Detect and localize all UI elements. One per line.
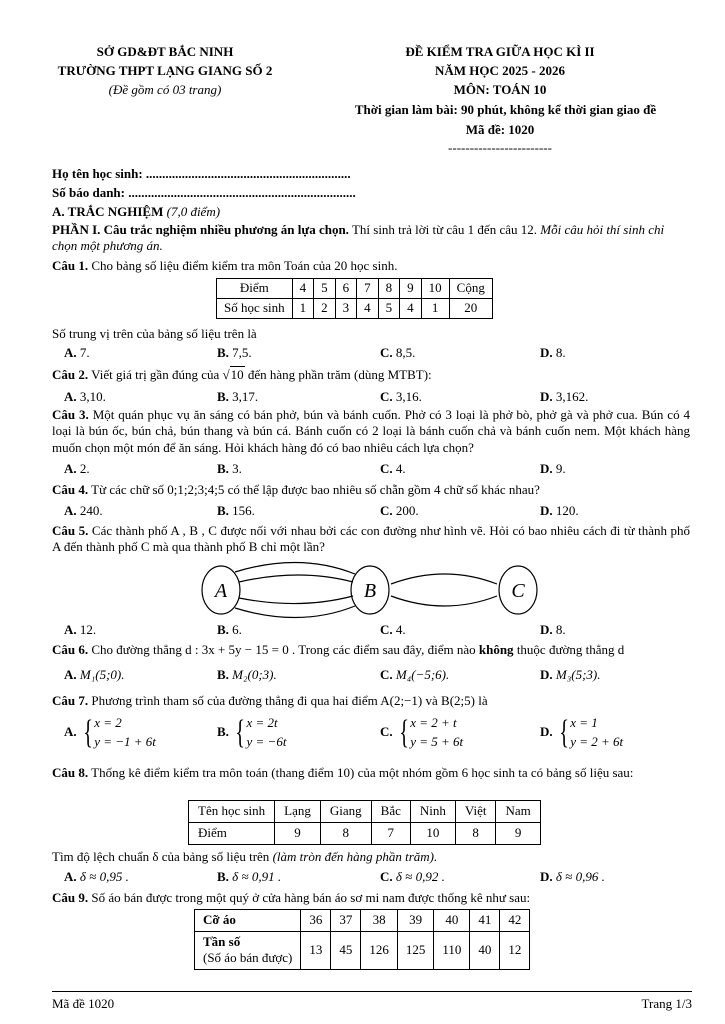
q9r1-cell: Cỡ áo bbox=[195, 910, 301, 932]
subject: MÔN: TOÁN 10 bbox=[453, 82, 547, 97]
q8r2-cell: 10 bbox=[410, 823, 455, 845]
q9r2-cell: 13 bbox=[301, 932, 331, 970]
q8r1-cell: Bắc bbox=[371, 801, 410, 823]
q7-option-a[interactable]: A. {x = 2 y = −1 + 6t bbox=[64, 713, 156, 751]
q8r2-cell: 9 bbox=[496, 823, 540, 845]
q5-option-a[interactable]: A. 12. bbox=[64, 622, 97, 637]
question-5: Câu 5. Các thành phố A , B , C được nối với nhau bởi các con đường như hình vẽ. Hỏi có bao nhiêu cách đi từ thành phố A đến thành phố C mà qua thành phố B chỉ một lần? bbox=[52, 523, 690, 555]
q8r1-cell: Lạng bbox=[275, 801, 321, 823]
q8-option-a[interactable]: A. δ ≈ 0,95 . bbox=[64, 869, 129, 884]
q1-option-a[interactable]: A. 7. bbox=[64, 345, 90, 360]
exam-title: ĐỀ KIỂM TRA GIỮA HỌC KÌ II bbox=[405, 44, 595, 59]
q8r1-cell: Tên học sinh bbox=[189, 801, 275, 823]
q5-option-d[interactable]: D. 8. bbox=[540, 622, 566, 637]
q8-option-b[interactable]: B. δ ≈ 0,91 . bbox=[217, 869, 282, 884]
school-name: TRƯỜNG THPT LẠNG GIANG SỐ 2 bbox=[57, 63, 273, 78]
city-road-diagram bbox=[195, 560, 555, 620]
q1r2-cell: 1 bbox=[292, 299, 314, 319]
header-divider: ------------------------ bbox=[448, 140, 552, 155]
q9r2-cell: 12 bbox=[500, 932, 530, 970]
q1r1-cell: 4 bbox=[292, 279, 314, 299]
q9r2-cell: 125 bbox=[397, 932, 434, 970]
q8-ask: Tìm độ lệch chuẩn δ của bảng số liệu trên (làm tròn đến hàng phần trăm). bbox=[52, 849, 438, 864]
q8r2-cell: 9 bbox=[275, 823, 321, 845]
city-b-label: B bbox=[363, 580, 377, 602]
q1r2-cell: 20 bbox=[449, 299, 492, 319]
q4-option-b[interactable]: B. 156. bbox=[217, 503, 255, 518]
q1r1-cell: Cộng bbox=[449, 279, 492, 299]
question-7: Câu 7. Phương trình tham số của đường thẳng đi qua hai điểm A(2;−1) và B(2;5) là bbox=[52, 693, 488, 708]
question-9: Câu 9. Số áo bán được trong một quý ở cửa hàng bán áo sơ mi nam được thống kê như sau: bbox=[52, 890, 531, 905]
q1-ask: Số trung vị trên của bảng số liệu trên là bbox=[52, 326, 257, 341]
city-c-label: C bbox=[511, 580, 525, 602]
q9r2-cell: 45 bbox=[331, 932, 361, 970]
q8-option-c[interactable]: C. δ ≈ 0,92 . bbox=[380, 869, 445, 884]
q8r1-cell: Giang bbox=[320, 801, 371, 823]
exam-time: Thời gian làm bài: 90 phút, không kể thời gian giao đề bbox=[354, 102, 657, 117]
q1r1-cell: 6 bbox=[335, 279, 357, 299]
road-bc-1 bbox=[391, 574, 497, 584]
q9r1-cell: 39 bbox=[397, 910, 434, 932]
question-2: Câu 2. Viết giá trị gần đúng của √10 đến hàng phần trăm (dùng MTBT): bbox=[52, 367, 432, 382]
q2-option-a[interactable]: A. 3,10. bbox=[64, 389, 106, 404]
q9r2-cell: 40 bbox=[470, 932, 500, 970]
q8r1-cell: Việt bbox=[455, 801, 496, 823]
q4-option-c[interactable]: C. 200. bbox=[380, 503, 419, 518]
q6-option-c[interactable]: C. M₄(−5;6). bbox=[380, 667, 450, 682]
q7-option-d[interactable]: D. {x = 1 y = 2 + 6t bbox=[540, 713, 624, 751]
student-id-line: Số báo danh: ...................................................................... bbox=[52, 185, 356, 200]
road-ab-2 bbox=[239, 575, 353, 582]
q9r1-cell: 38 bbox=[361, 910, 398, 932]
q1r1-cell: 5 bbox=[314, 279, 336, 299]
q1r2-cell: 2 bbox=[314, 299, 336, 319]
q1r1-cell: Điểm bbox=[217, 279, 293, 299]
q2-option-b[interactable]: B. 3,17. bbox=[217, 389, 259, 404]
road-ab-1 bbox=[235, 562, 355, 574]
q3-option-a[interactable]: A. 2. bbox=[64, 461, 90, 476]
q1r2-cell: 3 bbox=[335, 299, 357, 319]
q6-option-b[interactable]: B. M₂(0;3). bbox=[217, 667, 277, 682]
part1-instructions: PHẦN I. Câu trắc nghiệm nhiều phương án lựa chọn. Thí sinh trả lời từ câu 1 đến câu 12. Mỗi câu hỏi thí sinh chỉ chọn một phương án. bbox=[52, 222, 665, 254]
q1-option-c[interactable]: C. 8,5. bbox=[380, 345, 416, 360]
q9r1-cell: 36 bbox=[301, 910, 331, 932]
q7-option-c[interactable]: C. {x = 2 + t y = 5 + 6t bbox=[380, 713, 464, 751]
q1r2-cell: Số học sinh bbox=[217, 299, 293, 319]
q3-option-c[interactable]: C. 4. bbox=[380, 461, 406, 476]
q7-option-b[interactable]: B. {x = 2t y = −6t bbox=[217, 713, 287, 751]
q9r2-cell: 110 bbox=[434, 932, 470, 970]
q8r2-cell: Điểm bbox=[189, 823, 275, 845]
q5-option-c[interactable]: C. 4. bbox=[380, 622, 406, 637]
q1r1-cell: 8 bbox=[378, 279, 400, 299]
q1r2-cell: 1 bbox=[421, 299, 449, 319]
section-a-title: A. TRẮC NGHIỆM (7,0 điểm) bbox=[52, 204, 221, 219]
q1-option-b[interactable]: B. 7,5. bbox=[217, 345, 252, 360]
q9-freq-header: Tần số (Số áo bán được) bbox=[195, 932, 301, 970]
school-year: NĂM HỌC 2025 - 2026 bbox=[435, 63, 565, 78]
q4-option-a[interactable]: A. 240. bbox=[64, 503, 103, 518]
q1r2-cell: 4 bbox=[357, 299, 379, 319]
q9r1-cell: 40 bbox=[434, 910, 470, 932]
q8-table bbox=[188, 800, 541, 845]
question-1: Câu 1. Cho bảng số liệu điểm kiểm tra môn Toán của 20 học sinh. bbox=[52, 258, 398, 273]
department: SỞ GD&ĐT BẮC NINH bbox=[96, 44, 234, 59]
q8r2-cell: 8 bbox=[320, 823, 371, 845]
road-ab-3 bbox=[239, 596, 353, 604]
q9r1-cell: 42 bbox=[500, 910, 530, 932]
pages-note: (Đề gồm có 03 trang) bbox=[108, 82, 222, 97]
footer-rule bbox=[52, 991, 692, 992]
q1-option-d[interactable]: D. 8. bbox=[540, 345, 566, 360]
q9r1-cell: 41 bbox=[470, 910, 500, 932]
q8r1-cell: Nam bbox=[496, 801, 540, 823]
footer-exam-code: Mã đề 1020 bbox=[52, 996, 115, 1011]
q2-option-d[interactable]: D. 3,162. bbox=[540, 389, 589, 404]
q8r2-cell: 7 bbox=[371, 823, 410, 845]
q9-table bbox=[194, 909, 530, 970]
student-name-line: Họ tên học sinh: ............................................................... bbox=[52, 166, 351, 181]
q1r2-cell: 4 bbox=[400, 299, 422, 319]
q2-option-c[interactable]: C. 3,16. bbox=[380, 389, 422, 404]
q8-option-d[interactable]: D. δ ≈ 0,96 . bbox=[540, 869, 605, 884]
q8r1-cell: Ninh bbox=[410, 801, 455, 823]
road-bc-2 bbox=[391, 596, 497, 606]
q8r2-cell: 8 bbox=[455, 823, 496, 845]
question-6: Câu 6. Cho đường thẳng d : 3x + 5y − 15 = 0 . Trong các điểm sau đây, điểm nào không thuộc đường thẳng d bbox=[52, 642, 625, 657]
q1r1-cell: 9 bbox=[400, 279, 422, 299]
question-4: Câu 4. Từ các chữ số 0;1;2;3;4;5 có thể lập được bao nhiêu số chẵn gồm 4 chữ số khác nhau? bbox=[52, 482, 540, 497]
q6-option-d[interactable]: D. M₃(5;3). bbox=[540, 667, 601, 682]
question-8: Câu 8. Thống kê điểm kiểm tra môn toán (thang điểm 10) của một nhóm gồm 6 học sinh ta có bảng số liệu sau: bbox=[52, 765, 634, 780]
q9r1-cell: 37 bbox=[331, 910, 361, 932]
q3-option-b[interactable]: B. 3. bbox=[217, 461, 242, 476]
city-a-label: A bbox=[214, 580, 228, 602]
q3-option-d[interactable]: D. 9. bbox=[540, 461, 566, 476]
q4-option-d[interactable]: D. 120. bbox=[540, 503, 579, 518]
road-ab-4 bbox=[235, 606, 355, 618]
footer-page-number: Trang 1/3 bbox=[641, 996, 692, 1011]
q1r1-cell: 7 bbox=[357, 279, 379, 299]
q1r1-cell: 10 bbox=[421, 279, 449, 299]
exam-code: Mã đề: 1020 bbox=[465, 122, 535, 137]
q6-option-a[interactable]: A. M₁(5;0). bbox=[64, 667, 125, 682]
q1-table bbox=[216, 278, 493, 319]
q9r2-cell: 126 bbox=[361, 932, 398, 970]
question-3: Câu 3. Một quán phục vụ ăn sáng có bán phở, bún và bánh cuốn. Phở có 3 loại là phở bò, phở gà và phở cua. Bún có 4 loại là bún ốc, bún chả, bún thang và bún cá. Bánh cuốn có 2 loại là bánh cuốn chả và bánh cuốn nem. Một khách hàng muốn chọn một món để ăn sáng. Hỏi khách hàng đó có bao nhiêu cách lựa chọn? bbox=[52, 407, 690, 455]
q5-option-b[interactable]: B. 6. bbox=[217, 622, 242, 637]
q1r2-cell: 5 bbox=[378, 299, 400, 319]
